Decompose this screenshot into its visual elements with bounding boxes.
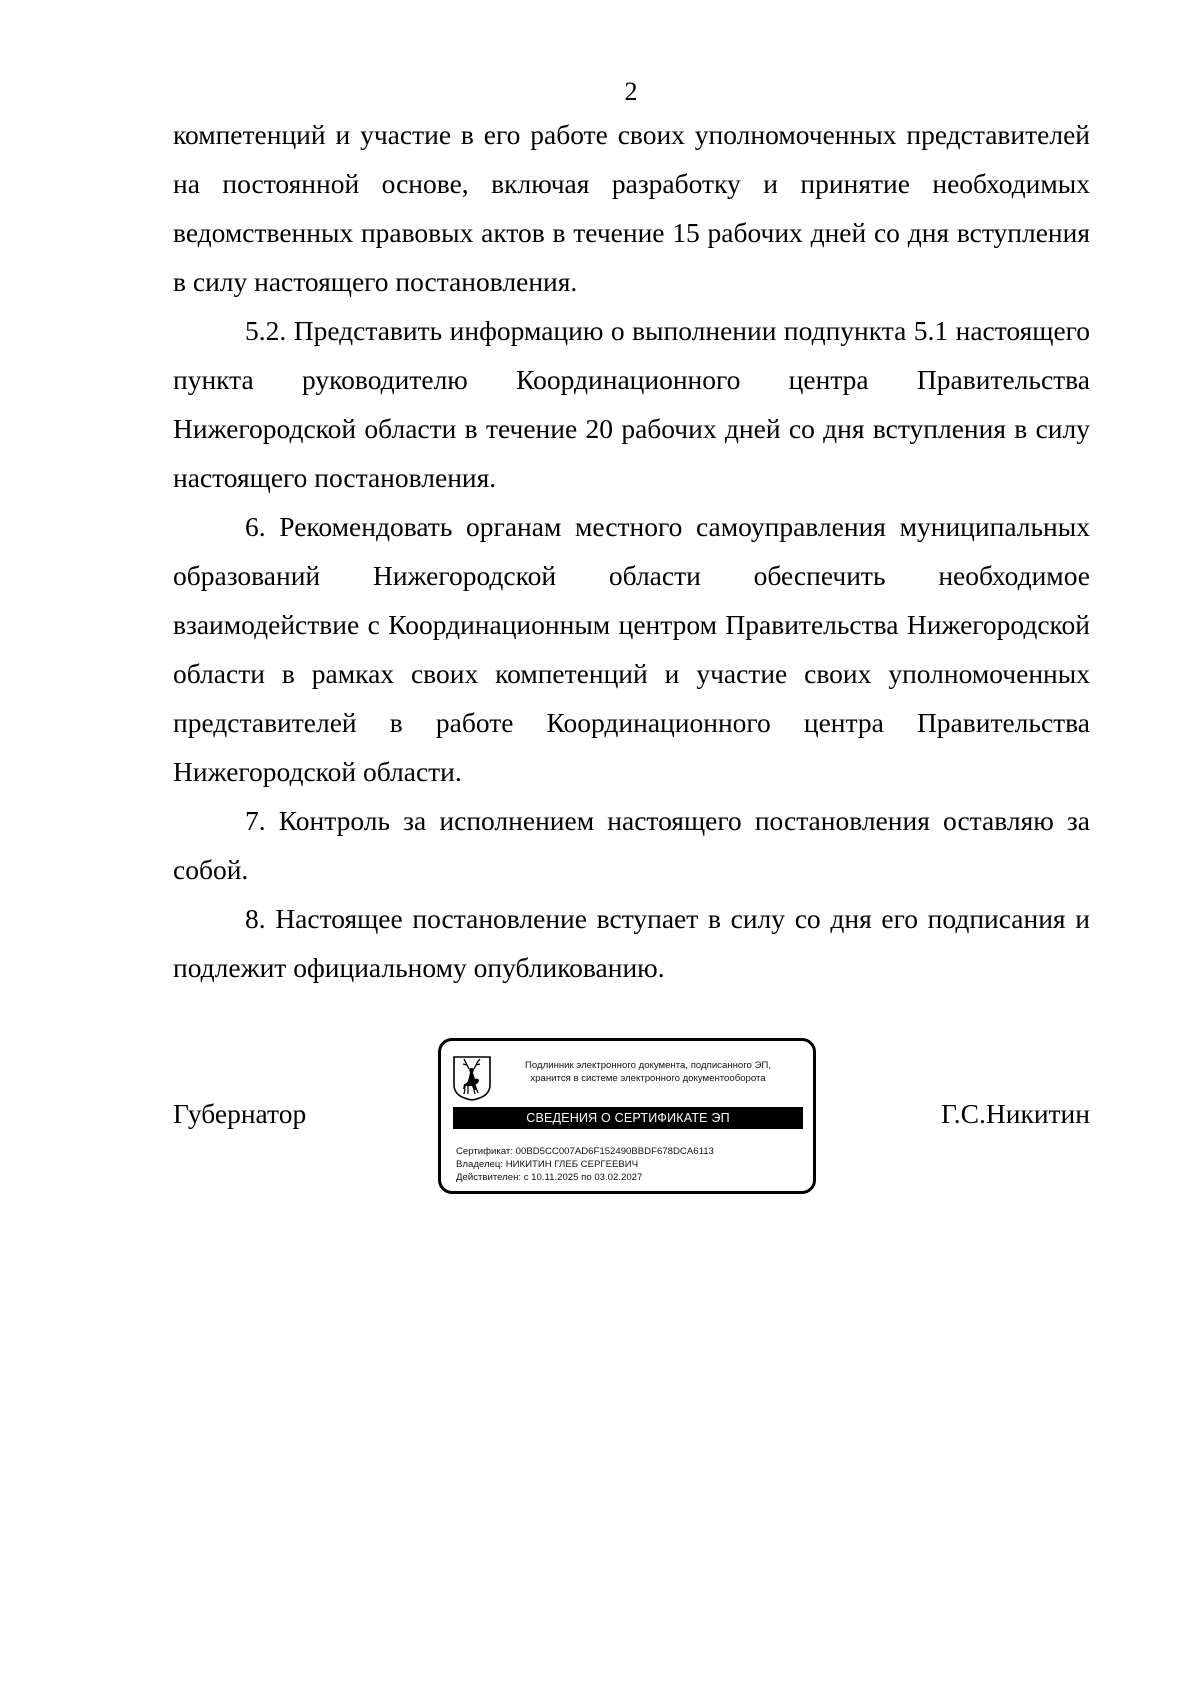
page-number: 2 <box>624 77 638 106</box>
stamp-details <box>456 1145 806 1184</box>
stamp-validity: Действителен: с 10.11.2025 по 03.02.2027 <box>456 1172 643 1183</box>
stamp-owner: Владелец: НИКИТИН ГЛЕБ СЕРГЕЕВИЧ <box>456 1159 639 1170</box>
signer-name: Г.С.Никитин <box>941 1098 1090 1129</box>
paragraph-item-5-2: 5.2. Представить информацию о выполнении подпункта 5.1 настоящего пункта руководителю Координационного центра Правительства Нижегородской области в течение 20 рабочих дней со дня вступления в силу настоящего постановления. <box>173 315 1090 493</box>
signer-position: Губернатор <box>173 1098 307 1129</box>
paragraph-item-8: 8. Настоящее постановление вступает в силу со дня его подписания и подлежит официальному опубликованию. <box>173 903 1090 983</box>
stamp-title-bar: СВЕДЕНИЯ О СЕРТИФИКАТЕ ЭП <box>453 1107 803 1129</box>
signature-block <box>173 1038 1090 1198</box>
document-body <box>173 110 1090 992</box>
paragraph-item-6: 6. Рекомендовать органам местного самоуправления муниципальных образований Нижегородской области обеспечить необходимое взаимодействие с Координационным центром Правительства Нижегородской области в рамках своих компетенций и участие своих уполномоченных представителей в работе Координационного центра Правительства Нижегородской области. <box>173 511 1090 787</box>
stamp-certificate: Сертификат: 00BD5CC007AD6F152490BBDF678DCA6113 <box>456 1146 714 1157</box>
nizhny-novgorod-deer-emblem-icon <box>452 1055 492 1101</box>
stamp-header-line-2: хранится в системе электронного документооборота <box>530 1073 766 1084</box>
stamp-header <box>503 1059 793 1085</box>
paragraph-item-7: 7. Контроль за исполнением настоящего постановления оставляю за собой. <box>173 805 1090 885</box>
stamp-header-line-1: Подлинник электронного документа, подписанного ЭП, <box>525 1060 771 1071</box>
paragraph-continuation: компетенций и участие в его работе своих уполномоченных представителей на постоянной основе, включая разработку и принятие необходимых ведомственных правовых актов в течение 15 рабочих дней со дня вступления в силу настоящего постановления. <box>173 119 1090 297</box>
electronic-signature-stamp <box>438 1038 816 1194</box>
